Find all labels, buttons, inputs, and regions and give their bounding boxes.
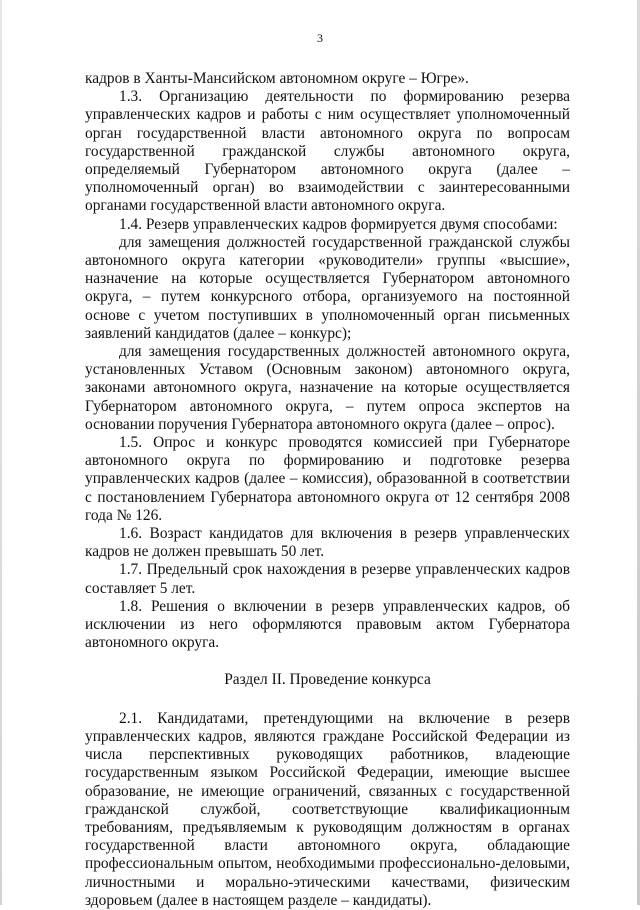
- paragraph-1-8: 1.8. Решения о включении в резерв управленческих кадров, об исключении из него оформляются правовым актом Губернатора автономного округа.: [85, 597, 570, 652]
- section-title: Раздел II. Проведение конкурса: [224, 670, 431, 688]
- paragraph-1-5: 1.5. Опрос и конкурс проводятся комиссией при Губернаторе автономного округа по формированию и подготовке резерва управленческих кадров (далее – комиссия), образованной в соответствии с постановлением Губернатора автономного округа от 12 сентября 2008 года № 126.: [85, 434, 570, 524]
- paragraph-1-4-option-b: для замещения государственных должностей автономного округа, установленных Уставом (Основным законом) автономного округа, законами автономного округа, назначение на которые осуществляется Губернатором автономного округа, – путем опроса экспертов на основании поручения Губернатора автономного округа (далее – опрос).: [85, 343, 570, 433]
- paragraph-continuation: кадров в Ханты-Мансийском автономном округе – Югре».: [85, 70, 469, 87]
- document-body: [85, 70, 570, 910]
- paragraph-1-6: 1.6. Возраст кандидатов для включения в резерв управленческих кадров не должен превышать 50 лет.: [85, 525, 570, 561]
- paragraph-1-4-option-a: для замещения должностей государственной гражданской службы автономного округа категории «руководители» группы «высшие», назначение на которые осуществляется Губернатором автономного округа, – путем конкурсного отбора, организуемого на постоянной основе с учетом поступивших в уполномоченный орган письменных заявлений кандидатов (далее – конкурс);: [85, 233, 570, 342]
- paragraph-1-4: 1.4. Резерв управленческих кадров формируется двумя способами:: [119, 215, 558, 233]
- scan-left-edge: [0, 0, 2, 905]
- paragraph-2-1: 2.1. Кандидатами, претендующими на включение в резерв управленческих кадров, являются граждане Российской Федерации из числа перспективных руководящих работников, владеющие государственным языком Российской Федерации, имеющие высшее образование, не имеющие ограничений, связанных с государственной гражданской службой, соответствующие квалификационным требованиям, предъявляемым к руководящим должностям в органах государственной власти автономного округа, обладающие профессиональным опытом, необходимыми профессионально-деловыми, личностными и морально-этическими качествами, физическим здоровьем (далее в настоящем разделе – кандидаты).: [85, 709, 570, 909]
- paragraph-1-3: 1.3. Организацию деятельности по формированию резерва управленческих кадров и работы с ним осуществляет уполномоченный орган государственной власти автономного округа по вопросам государственной гражданской службы автономного округа, определяемый Губернатором автономного округа (далее – уполномоченный орган) во взаимодействии с заинтересованными органами государственной власти автономного округа.: [85, 88, 570, 215]
- page-number: 3: [317, 31, 323, 45]
- paragraph-1-7: 1.7. Предельный срок нахождения в резерве управленческих кадров составляет 5 лет.: [85, 561, 570, 597]
